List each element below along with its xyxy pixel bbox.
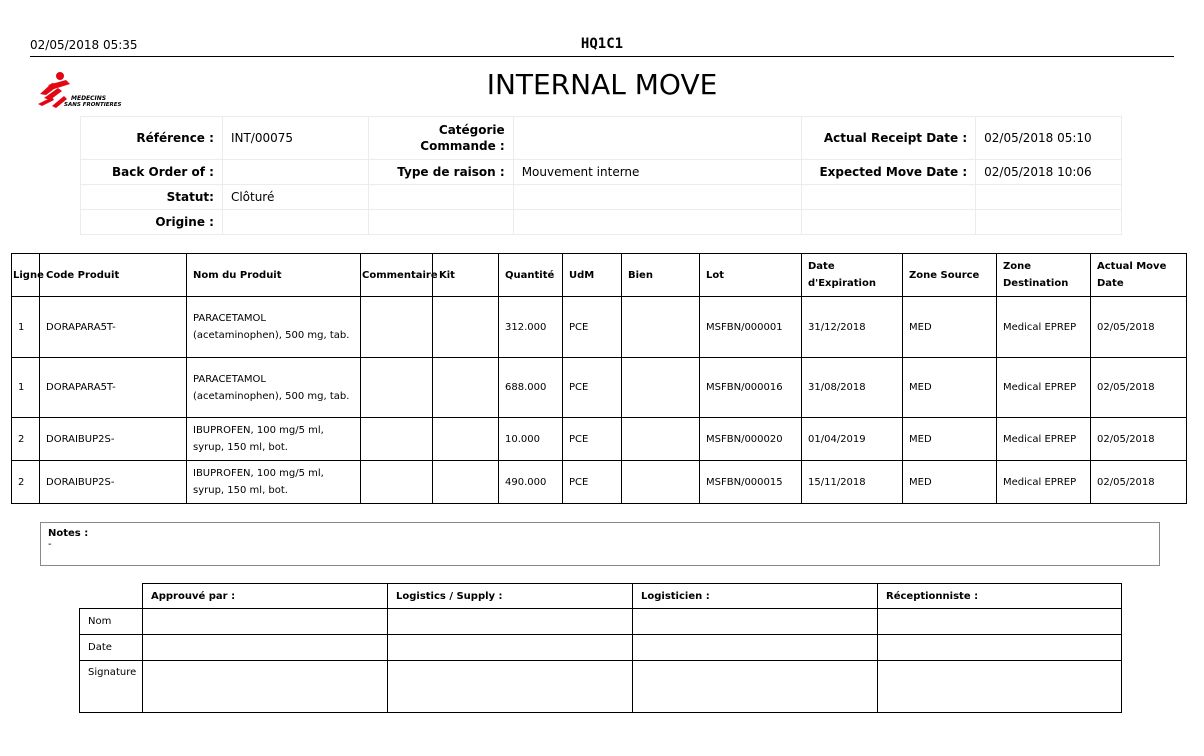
cell-quantite: 312.000 — [499, 297, 563, 358]
sign-cell[interactable] — [388, 635, 633, 661]
cell-kit — [433, 297, 499, 358]
svg-text:SANS FRONTIERES: SANS FRONTIERES — [64, 102, 122, 108]
cell-udm: PCE — [563, 461, 622, 504]
categorie-label: Catégorie Commande : — [368, 117, 513, 160]
cell-zone-destination: Medical EPREP — [997, 461, 1091, 504]
svg-text:MEDECINS: MEDECINS — [71, 95, 107, 102]
col-nom-header: Nom du Produit — [187, 254, 361, 297]
back-order-label: Back Order of : — [81, 160, 223, 185]
cell-udm: PCE — [563, 418, 622, 461]
statut-value: Clôturé — [222, 185, 368, 210]
cell-bien — [622, 418, 700, 461]
move-info-table — [80, 116, 1122, 235]
cell-expiration: 01/04/2019 — [802, 418, 903, 461]
table-row — [12, 418, 1187, 461]
sign-cell[interactable] — [633, 661, 878, 713]
notes-label: Notes : — [48, 528, 89, 539]
cell-zone-source: MED — [903, 358, 997, 418]
signature-table — [79, 583, 1122, 713]
sign-cell[interactable] — [878, 635, 1122, 661]
cell-lot: MSFBN/000015 — [700, 461, 802, 504]
row-label-signature: Signature — [80, 661, 143, 713]
logistics-supply-header: Logistics / Supply : — [388, 584, 633, 609]
sign-cell[interactable] — [633, 635, 878, 661]
col-commentaire-header: Commentaire — [361, 254, 433, 297]
cell-lot: MSFBN/000016 — [700, 358, 802, 418]
cell-code: DORAPARA5T- — [40, 297, 187, 358]
approuve-par-header: Approuvé par : — [143, 584, 388, 609]
col-quantite-header: Quantité — [499, 254, 563, 297]
table-row — [12, 358, 1187, 418]
print-datetime: 02/05/2018 05:35 — [30, 38, 138, 52]
signature-row-signature — [80, 661, 1122, 713]
cell-quantite: 688.000 — [499, 358, 563, 418]
type-raison-value: Mouvement interne — [513, 160, 801, 185]
cell-nom: IBUPROFEN, 100 mg/5 ml, syrup, 150 ml, bot. — [187, 418, 361, 461]
cell-lot: MSFBN/000001 — [700, 297, 802, 358]
sign-cell[interactable] — [143, 635, 388, 661]
cell-nom: PARACETAMOL (acetaminophen), 500 mg, tab. — [187, 297, 361, 358]
row-label-date: Date — [80, 635, 143, 661]
cell-ligne: 1 — [12, 297, 40, 358]
cell-code: DORAIBUP2S- — [40, 418, 187, 461]
cell-actual-move: 02/05/2018 — [1091, 418, 1187, 461]
cell-kit — [433, 461, 499, 504]
cell-nom: PARACETAMOL (acetaminophen), 500 mg, tab. — [187, 358, 361, 418]
actual-receipt-label: Actual Receipt Date : — [802, 117, 976, 160]
cell-zone-destination: Medical EPREP — [997, 358, 1091, 418]
cell-ligne: 2 — [12, 418, 40, 461]
cell-zone-destination: Medical EPREP — [997, 297, 1091, 358]
document-code: HQ1C1 — [580, 36, 624, 52]
cell-zone-source: MED — [903, 418, 997, 461]
cell-kit — [433, 358, 499, 418]
sign-cell[interactable] — [143, 661, 388, 713]
sign-cell[interactable] — [878, 661, 1122, 713]
cell-bien — [622, 358, 700, 418]
row-label-nom: Nom — [80, 609, 143, 635]
items-header-row — [12, 254, 1187, 297]
table-row — [12, 461, 1187, 504]
origine-label: Origine : — [81, 210, 223, 235]
cell-commentaire — [361, 358, 433, 418]
sign-cell[interactable] — [388, 609, 633, 635]
cell-ligne: 1 — [12, 358, 40, 418]
cell-actual-move: 02/05/2018 — [1091, 358, 1187, 418]
notes-box — [40, 522, 1160, 566]
cell-expiration: 31/12/2018 — [802, 297, 903, 358]
cell-zone-destination: Medical EPREP — [997, 418, 1091, 461]
signature-header-row — [80, 584, 1122, 609]
col-expiration-header: Date d'Expiration — [802, 254, 903, 297]
reference-value: INT/00075 — [222, 117, 368, 160]
cell-udm: PCE — [563, 297, 622, 358]
cell-zone-source: MED — [903, 297, 997, 358]
cell-actual-move: 02/05/2018 — [1091, 297, 1187, 358]
type-raison-label: Type de raison : — [368, 160, 513, 185]
cell-nom: IBUPROFEN, 100 mg/5 ml, syrup, 150 ml, bot. — [187, 461, 361, 504]
cell-bien — [622, 297, 700, 358]
back-order-value — [222, 160, 368, 185]
cell-ligne: 2 — [12, 461, 40, 504]
expected-move-value: 02/05/2018 10:06 — [976, 160, 1122, 185]
origine-value — [222, 210, 368, 235]
cell-quantite: 490.000 — [499, 461, 563, 504]
cell-expiration: 15/11/2018 — [802, 461, 903, 504]
cell-bien — [622, 461, 700, 504]
table-row — [12, 297, 1187, 358]
logisticien-header: Logisticien : — [633, 584, 878, 609]
sign-cell[interactable] — [633, 609, 878, 635]
statut-label: Statut: — [81, 185, 223, 210]
col-lot-header: Lot — [700, 254, 802, 297]
notes-value: - — [48, 539, 52, 550]
actual-receipt-value: 02/05/2018 05:10 — [976, 117, 1122, 160]
cell-expiration: 31/08/2018 — [802, 358, 903, 418]
receptionniste-header: Réceptionniste : — [878, 584, 1122, 609]
categorie-value — [513, 117, 801, 160]
cell-commentaire — [361, 297, 433, 358]
col-udm-header: UdM — [563, 254, 622, 297]
cell-code: DORAPARA5T- — [40, 358, 187, 418]
document-title: INTERNAL MOVE — [486, 68, 718, 101]
cell-udm: PCE — [563, 358, 622, 418]
cell-code: DORAIBUP2S- — [40, 461, 187, 504]
sign-cell[interactable] — [388, 661, 633, 713]
col-bien-header: Bien — [622, 254, 700, 297]
col-kit-header: Kit — [433, 254, 499, 297]
cell-lot: MSFBN/000020 — [700, 418, 802, 461]
signature-row-nom — [80, 609, 1122, 635]
items-table — [11, 253, 1187, 504]
col-code-header: Code Produit — [40, 254, 187, 297]
cell-commentaire — [361, 461, 433, 504]
cell-kit — [433, 418, 499, 461]
col-zone-destination-header: Zone Destination — [997, 254, 1091, 297]
col-actual-move-header: Actual Move Date — [1091, 254, 1187, 297]
sign-cell[interactable] — [878, 609, 1122, 635]
cell-quantite: 10.000 — [499, 418, 563, 461]
expected-move-label: Expected Move Date : — [802, 160, 976, 185]
cell-zone-source: MED — [903, 461, 997, 504]
header-divider — [30, 56, 1174, 57]
sign-cell[interactable] — [143, 609, 388, 635]
col-zone-source-header: Zone Source — [903, 254, 997, 297]
cell-actual-move: 02/05/2018 — [1091, 461, 1187, 504]
cell-commentaire — [361, 418, 433, 461]
signature-row-date — [80, 635, 1122, 661]
col-ligne-header: Ligne — [12, 254, 40, 297]
reference-label: Référence : — [81, 117, 223, 160]
